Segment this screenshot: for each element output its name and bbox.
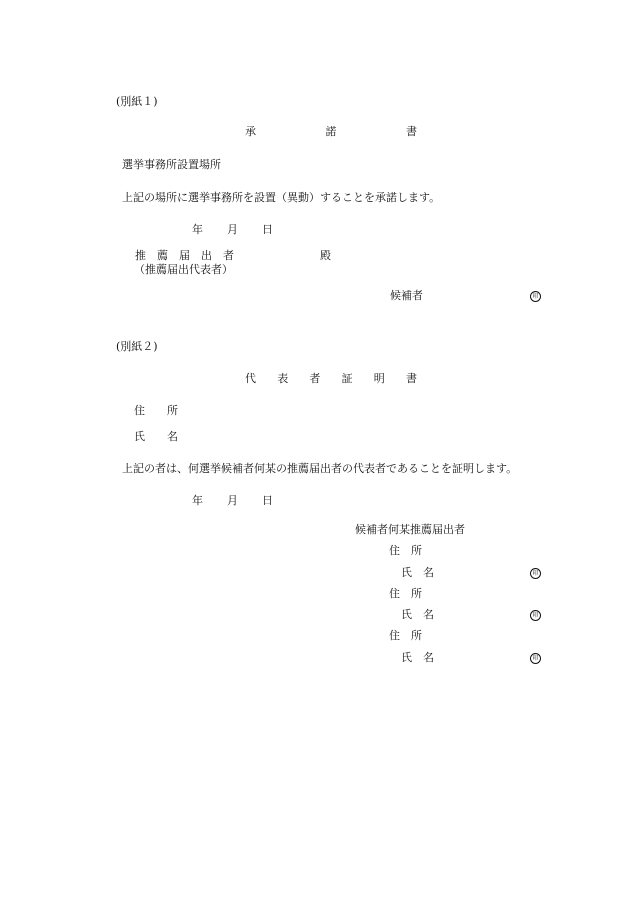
- form1-title-char: 諾: [325, 125, 337, 138]
- seal-mark: 印: [530, 653, 541, 664]
- seal-mark: 印: [530, 610, 541, 621]
- signer-name-label: 氏 名: [401, 566, 434, 579]
- form2-title-char: 書: [405, 372, 417, 385]
- recommender-rep-label: （推薦届出代表者）: [134, 263, 233, 276]
- form1-title: [245, 125, 417, 139]
- seal-mark: 印: [530, 568, 541, 579]
- signer-address-label: 住 所: [389, 629, 422, 642]
- candidate-label: 候補者: [390, 289, 423, 302]
- date-day: 日: [262, 494, 273, 507]
- form1-label: (別紙１): [116, 95, 158, 108]
- form2-label: (別紙２): [116, 340, 158, 353]
- signer-name-label: 氏 名: [401, 651, 434, 664]
- address-label: 住 所: [134, 404, 178, 417]
- consent-statement: 上記の場所に選挙事務所を設置（異動）することを承諾します。: [122, 191, 441, 204]
- form2-title-char: 代: [245, 372, 256, 385]
- date-year: 年: [192, 223, 203, 236]
- date-year: 年: [192, 494, 203, 507]
- office-place-label: 選挙事務所設置場所: [122, 158, 221, 171]
- signer-address-label: 住 所: [389, 587, 422, 600]
- signers-header: 候補者何某推薦届出者: [355, 523, 465, 536]
- form1-title-char: 承: [245, 125, 256, 138]
- signer-address-label: 住 所: [389, 544, 422, 557]
- date-month: 月: [227, 494, 238, 507]
- date-day: 日: [262, 223, 273, 236]
- form1-title-char: 書: [406, 125, 417, 138]
- name-label: 氏 名: [134, 430, 178, 443]
- seal-mark: 印: [530, 291, 541, 302]
- form2-title: [245, 372, 417, 386]
- form2-title-char: 者: [309, 372, 321, 385]
- recommender-label: 推 薦 届 出 者: [135, 249, 234, 262]
- date-month: 月: [227, 223, 238, 236]
- form2-title-char: 証: [341, 372, 353, 385]
- honorific: 殿: [320, 249, 331, 262]
- signer-name-label: 氏 名: [401, 608, 434, 621]
- form2-title-char: 表: [277, 372, 289, 385]
- certification-statement: 上記の者は、何選挙候補者何某の推薦届出者の代表者であることを証明します。: [122, 462, 518, 475]
- form2-title-char: 明: [373, 372, 385, 385]
